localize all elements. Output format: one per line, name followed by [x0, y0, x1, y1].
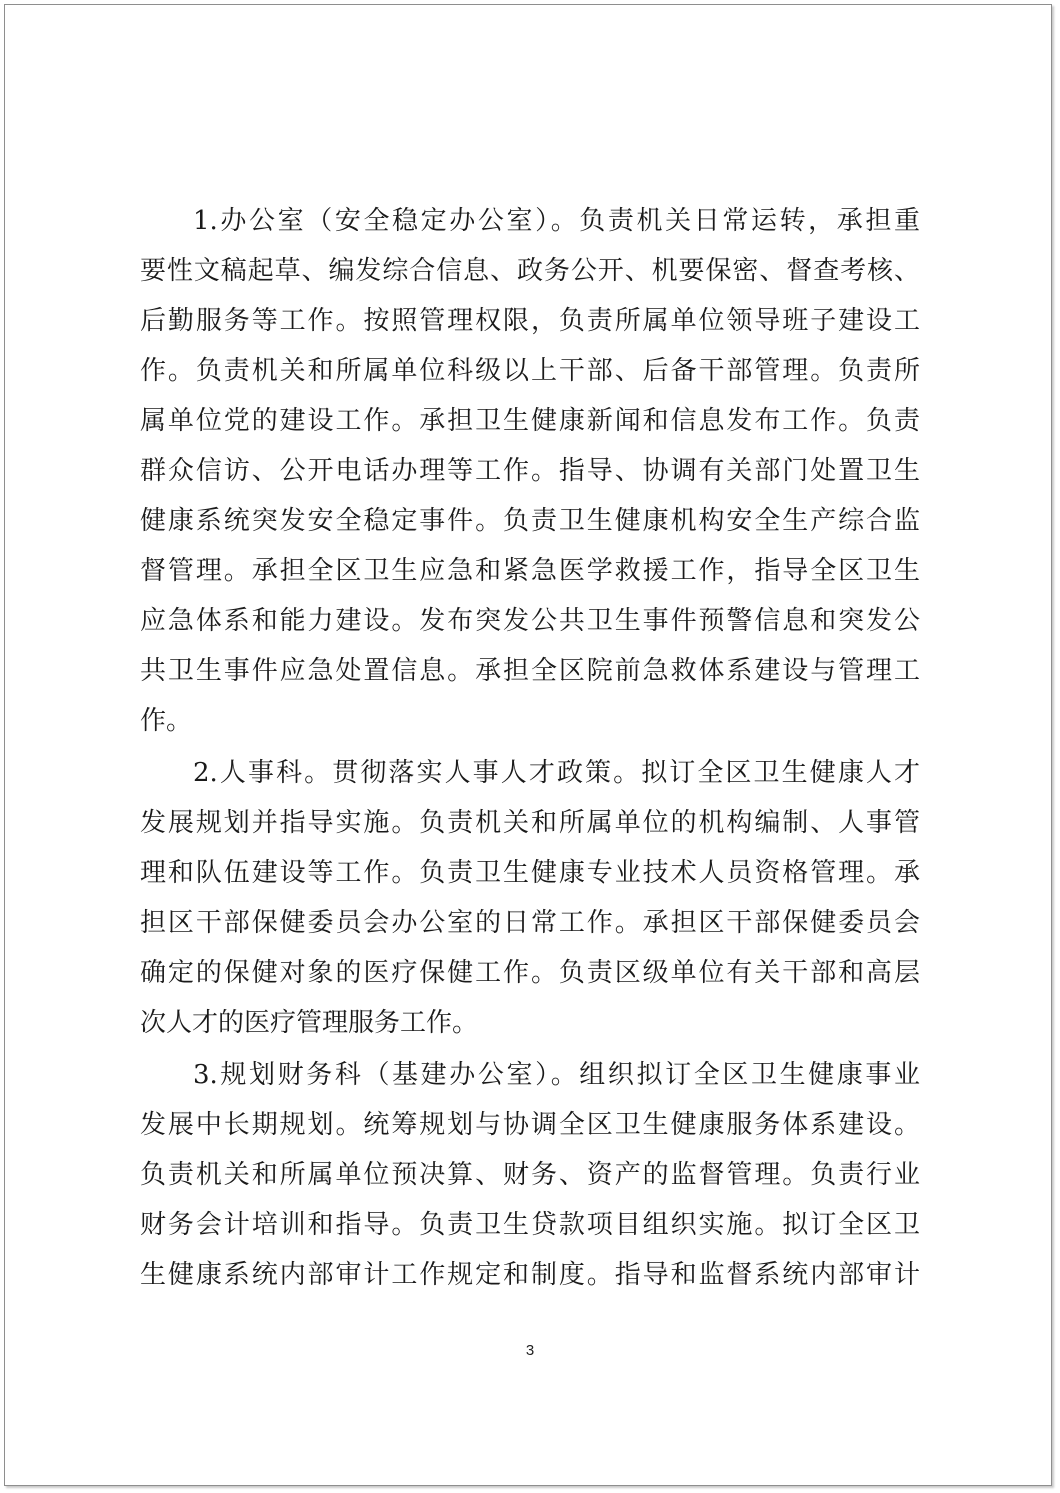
paragraph-2-line-2: 发展规划并指导实施。负责机关和所属单位的机构编制、人事管 — [140, 808, 920, 838]
paragraph-1-line-6: 群众信访、公开电话办理等工作。指导、协调有关部门处置卫生 — [140, 456, 920, 486]
paragraph-2-line-3: 理和队伍建设等工作。负责卫生健康专业技术人员资格管理。承 — [140, 858, 920, 888]
paragraph-3-line-1: 3.规划财务科（基建办公室）。组织拟订全区卫生健康事业 — [193, 1060, 920, 1090]
paragraph-1-line-2: 要性文稿起草、编发综合信息、政务公开、机要保密、督查考核、 — [140, 256, 920, 286]
page-number: 3 — [525, 1342, 535, 1359]
paragraph-2-line-1: 2.人事科。贯彻落实人事人才政策。拟订全区卫生健康人才 — [193, 758, 920, 788]
paragraph-1-line-1: 1.办公室（安全稳定办公室）。负责机关日常运转，承担重 — [193, 206, 920, 236]
paragraph-3-line-4: 财务会计培训和指导。负责卫生贷款项目组织实施。拟订全区卫 — [140, 1210, 920, 1240]
paragraph-1-line-11: 作。 — [140, 706, 193, 736]
paragraph-1-line-7: 健康系统突发安全稳定事件。负责卫生健康机构安全生产综合监 — [140, 506, 920, 536]
paragraph-1-line-9: 应急体系和能力建设。发布突发公共卫生事件预警信息和突发公 — [140, 606, 920, 636]
paragraph-1-line-10: 共卫生事件应急处置信息。承担全区院前急救体系建设与管理工 — [140, 656, 920, 686]
paragraph-1-line-8: 督管理。承担全区卫生应急和紧急医学救援工作，指导全区卫生 — [140, 556, 920, 586]
paragraph-1-line-3: 后勤服务等工作。按照管理权限，负责所属单位领导班子建设工 — [140, 306, 920, 336]
paragraph-3-line-5: 生健康系统内部审计工作规定和制度。指导和监督系统内部审计 — [140, 1260, 920, 1290]
paragraph-3-line-3: 负责机关和所属单位预决算、财务、资产的监督管理。负责行业 — [140, 1160, 920, 1190]
paragraph-1-line-5: 属单位党的建设工作。承担卫生健康新闻和信息发布工作。负责 — [140, 406, 920, 436]
paragraph-2-line-5: 确定的保健对象的医疗保健工作。负责区级单位有关干部和高层 — [140, 958, 920, 988]
paragraph-3-line-2: 发展中长期规划。统筹规划与协调全区卫生健康服务体系建设。 — [140, 1110, 920, 1140]
paragraph-2-line-6: 次人才的医疗管理服务工作。 — [140, 1008, 479, 1038]
paragraph-1-line-4: 作。负责机关和所属单位科级以上干部、后备干部管理。负责所 — [140, 356, 920, 386]
paragraph-2-line-4: 担区干部保健委员会办公室的日常工作。承担区干部保健委员会 — [140, 908, 920, 938]
